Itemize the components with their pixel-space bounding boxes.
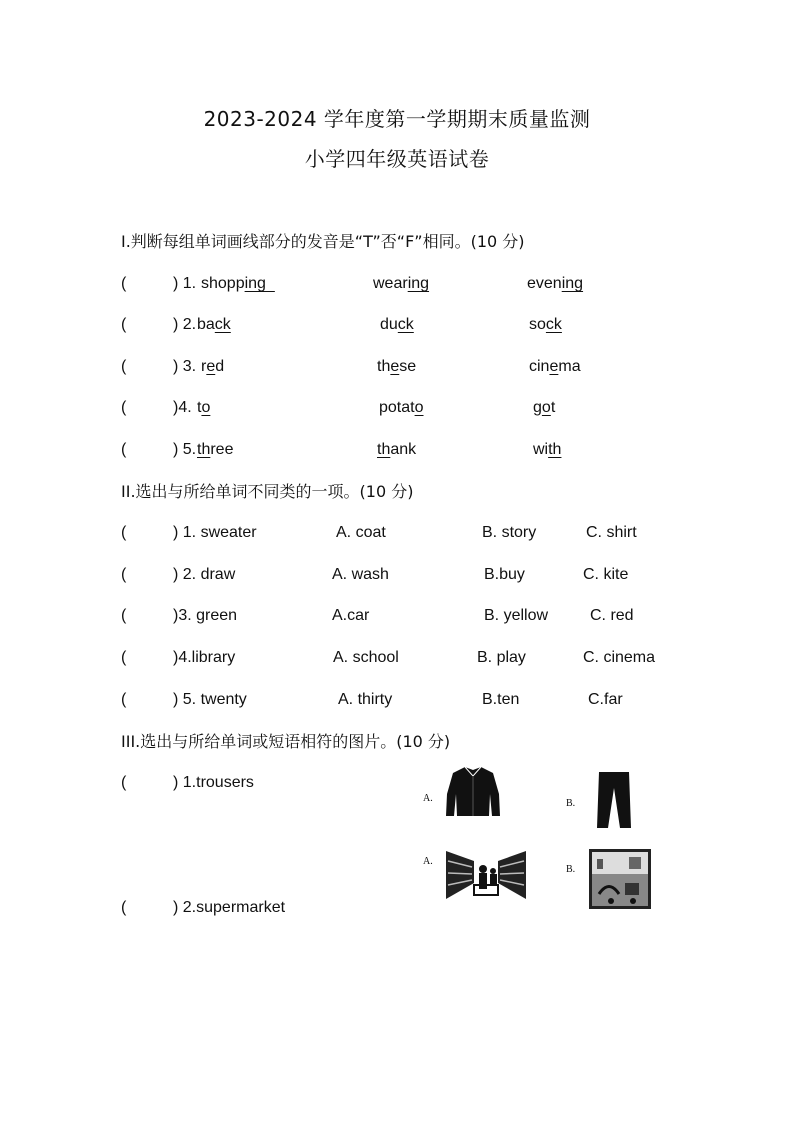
word-option xyxy=(533,398,555,418)
choice-c: C. shirt xyxy=(586,524,637,541)
s3-q2-option-b-label: B. xyxy=(566,864,576,875)
answer-paren: ( xyxy=(121,275,127,292)
choice-c: C. kite xyxy=(583,566,629,583)
answer-paren: ( xyxy=(121,566,127,583)
question-word: ) 5. twenty xyxy=(173,691,247,708)
word-part: du xyxy=(380,316,398,333)
word-part: th xyxy=(377,358,391,375)
section-1-heading: I.判断每组单词画线部分的发音是“T”否“F”相同。(10 分) xyxy=(121,232,525,251)
question-number: ) 5. xyxy=(173,441,197,458)
answer-paren: ( xyxy=(121,691,127,708)
word-part: ma xyxy=(558,358,581,375)
choice-c: C. cinema xyxy=(583,649,656,666)
word-option xyxy=(527,274,583,294)
section-2-heading: II.选出与所给单词不同类的一项。(10 分) xyxy=(121,482,414,501)
underlined-part: ck xyxy=(214,316,231,333)
choice-b: B. play xyxy=(477,649,526,666)
word-option xyxy=(197,398,210,418)
question-number: ) 3. xyxy=(173,358,197,375)
word-part: ree xyxy=(210,441,234,458)
word-option xyxy=(201,357,224,377)
answer-paren: ( xyxy=(121,441,127,458)
word-part: even xyxy=(527,275,562,292)
choice-c: C.far xyxy=(588,691,623,708)
underlined-part: o xyxy=(414,399,424,416)
word-part: ba xyxy=(197,316,215,333)
answer-paren: ( xyxy=(121,524,127,541)
word-part: shopp xyxy=(201,275,245,292)
word-option xyxy=(377,357,416,377)
word-option xyxy=(197,440,233,460)
word-part: so xyxy=(529,316,546,333)
word-part: t xyxy=(550,399,556,416)
trousers-picture xyxy=(593,770,635,830)
underlined-part: e xyxy=(549,358,559,375)
question-number: ) 2. xyxy=(173,316,197,333)
underlined-part: th xyxy=(548,441,562,458)
question-word: ) 1. sweater xyxy=(173,524,257,541)
choice-b: B.ten xyxy=(482,691,520,708)
word-option xyxy=(529,357,581,377)
answer-paren: ( xyxy=(121,899,127,916)
underlined-part: e xyxy=(390,358,400,375)
choice-b: B. yellow xyxy=(484,607,549,624)
choice-b: B.buy xyxy=(484,566,525,583)
underlined-part: th xyxy=(197,441,211,458)
choice-a: A. coat xyxy=(336,524,386,541)
word-part: d xyxy=(215,358,225,375)
word-part: ank xyxy=(390,441,417,458)
playground-picture xyxy=(589,849,651,909)
word-option xyxy=(529,315,562,335)
underlined-part: ck xyxy=(397,316,414,333)
supermarket-picture xyxy=(446,847,526,903)
s3-question-2: ) 2.supermarket xyxy=(173,899,286,916)
title-line-2: 小学四年级英语试卷 xyxy=(304,147,490,171)
word-part: cin xyxy=(529,358,550,375)
answer-paren: ( xyxy=(121,649,127,666)
word-option xyxy=(379,398,424,418)
word-option xyxy=(380,315,414,335)
word-part: t xyxy=(197,399,202,416)
underlined-part: o xyxy=(541,399,551,416)
word-option xyxy=(201,274,275,294)
word-part: g xyxy=(533,399,542,416)
underlined-part: o xyxy=(201,399,211,416)
section-3-heading: III.选出与所给单词或短语相符的图片。(10 分) xyxy=(121,732,451,751)
word-part: r xyxy=(201,358,207,375)
underlined-part: e xyxy=(206,358,216,375)
question-word: )4.library xyxy=(173,649,236,666)
answer-paren: ( xyxy=(121,358,127,375)
question-number: )4. xyxy=(173,399,192,416)
word-option xyxy=(533,440,561,460)
underlined-part: th xyxy=(377,441,391,458)
choice-c: C. red xyxy=(590,607,634,624)
choice-b: B. story xyxy=(482,524,537,541)
jacket-picture xyxy=(443,764,503,820)
s3-q2-option-a-label: A. xyxy=(423,856,433,867)
underlined-part: ck xyxy=(545,316,562,333)
word-part: potat xyxy=(379,399,415,416)
word-option xyxy=(377,440,416,460)
answer-paren: ( xyxy=(121,774,127,791)
s3-q1-option-a-label: A. xyxy=(423,793,433,804)
word-part: wear xyxy=(373,275,408,292)
answer-paren: ( xyxy=(121,316,127,333)
choice-a: A.car xyxy=(332,607,370,624)
s3-question-1: ) 1.trousers xyxy=(173,774,254,791)
underlined-part: ing xyxy=(244,275,275,292)
question-word: )3. green xyxy=(173,607,238,624)
choice-a: A. wash xyxy=(332,566,389,583)
answer-paren: ( xyxy=(121,607,127,624)
choice-a: A. thirty xyxy=(338,691,393,708)
word-part: wi xyxy=(533,441,549,458)
title-line-1: 2023-2024 学年度第一学期期末质量监测 xyxy=(203,107,591,131)
s3-q1-option-b-label: B. xyxy=(566,798,576,809)
word-part: se xyxy=(399,358,417,375)
question-word: ) 2. draw xyxy=(173,566,236,583)
underlined-part: ing xyxy=(407,275,430,292)
choice-a: A. school xyxy=(333,649,399,666)
underlined-part: ing xyxy=(561,275,584,292)
word-option xyxy=(373,274,429,294)
answer-paren: ( xyxy=(121,399,127,416)
word-option xyxy=(197,315,231,335)
question-number: ) 1. xyxy=(173,275,197,292)
